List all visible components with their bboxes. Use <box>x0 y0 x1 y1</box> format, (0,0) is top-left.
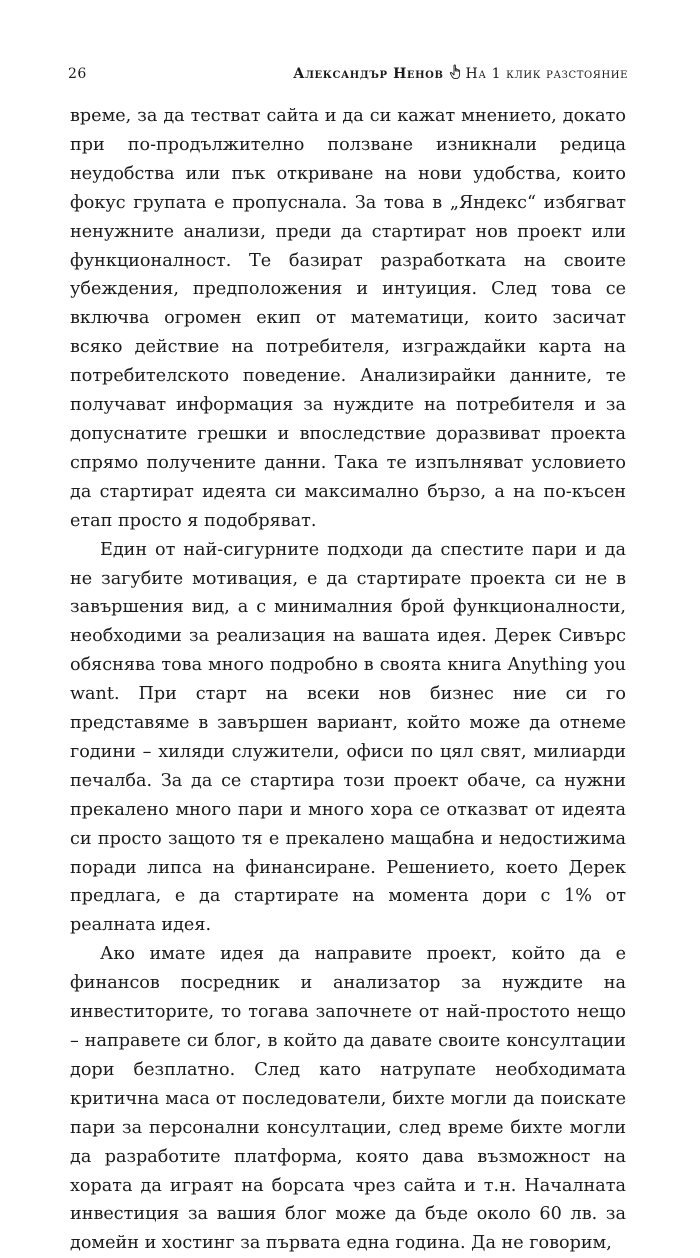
paragraph-continued: време, за да тестват сайта и да си кажат мнението, докато при по-продължително ползване изникнали редица неудобства или пък откриване на нови удобства, които фокус групата е пропуснала. За това в „Яндекс“ избягват ненужните анализи, преди да стартират нов проект или функционалност. Те базират разработката на своите убеждения, предположения и интуиция. След това се включва огромен екип от математици, които засичат всяко действие на потребителя, изграждайки карта на потребителското поведение. Анализирайки данните, те получават информация за нуждите на потребителя и за допуснатите грешки и впоследствие доразвиват проекта спрямо получените данни. Така те изпълняват условието да стартират идеята си максимално бързо, а на по-късен етап просто я подобряват. <box>70 106 626 531</box>
book-title: На 1 клик разстояние <box>465 66 628 82</box>
page-header <box>68 62 628 86</box>
page-number: 26 <box>68 66 87 82</box>
paragraph: Ако имате идея да направите проект, който да е финансов посредник и анализатор за нуждите на инвеститорите, то тогава започнете от най-простото нещо – направете си блог, в който да давате своите консултации дори безплатно. След като натрупате необходимата критична маса от последователи, бихте могли да поискате пари за персонални консултации, след време бихте могли да разработите платформа, която дава възможност на хората да играят на борсата чрез сайта и т.н. Началната инвестиция за вашия блог може да бъде около 60 лв. за домейн и хостинг за първата една година. Да не говорим, <box>70 944 626 1254</box>
cursor-hand-icon <box>449 64 463 80</box>
paragraph: Един от най-сигурните подходи да спестите пари и да не загубите мотивация, е да стартирате проекта си не в завършения вид, а с минималния брой функционалности, необходими за реализация на вашата идея. Дерек Сивърс обяснява това много подробно в своята книга Anything you want. При старт на всеки нов бизнес ние си го представяме в завършен вариант, който може да отнеме години – хиляди служители, офиси по цял свят, милиарди печалба. За да се стартира този проект обаче, са нужни прекалено много пари и много хора се отказват от идеята си просто защото тя е прекалено мащабна и недостижима поради липса на финансиране. Решението, което Дерек предлага, е да стартирате на момента дори с 1% от реалната идея. <box>70 539 626 936</box>
running-head <box>293 62 628 86</box>
body-text <box>70 102 626 1258</box>
author-name: Александър Ненов <box>293 66 444 82</box>
